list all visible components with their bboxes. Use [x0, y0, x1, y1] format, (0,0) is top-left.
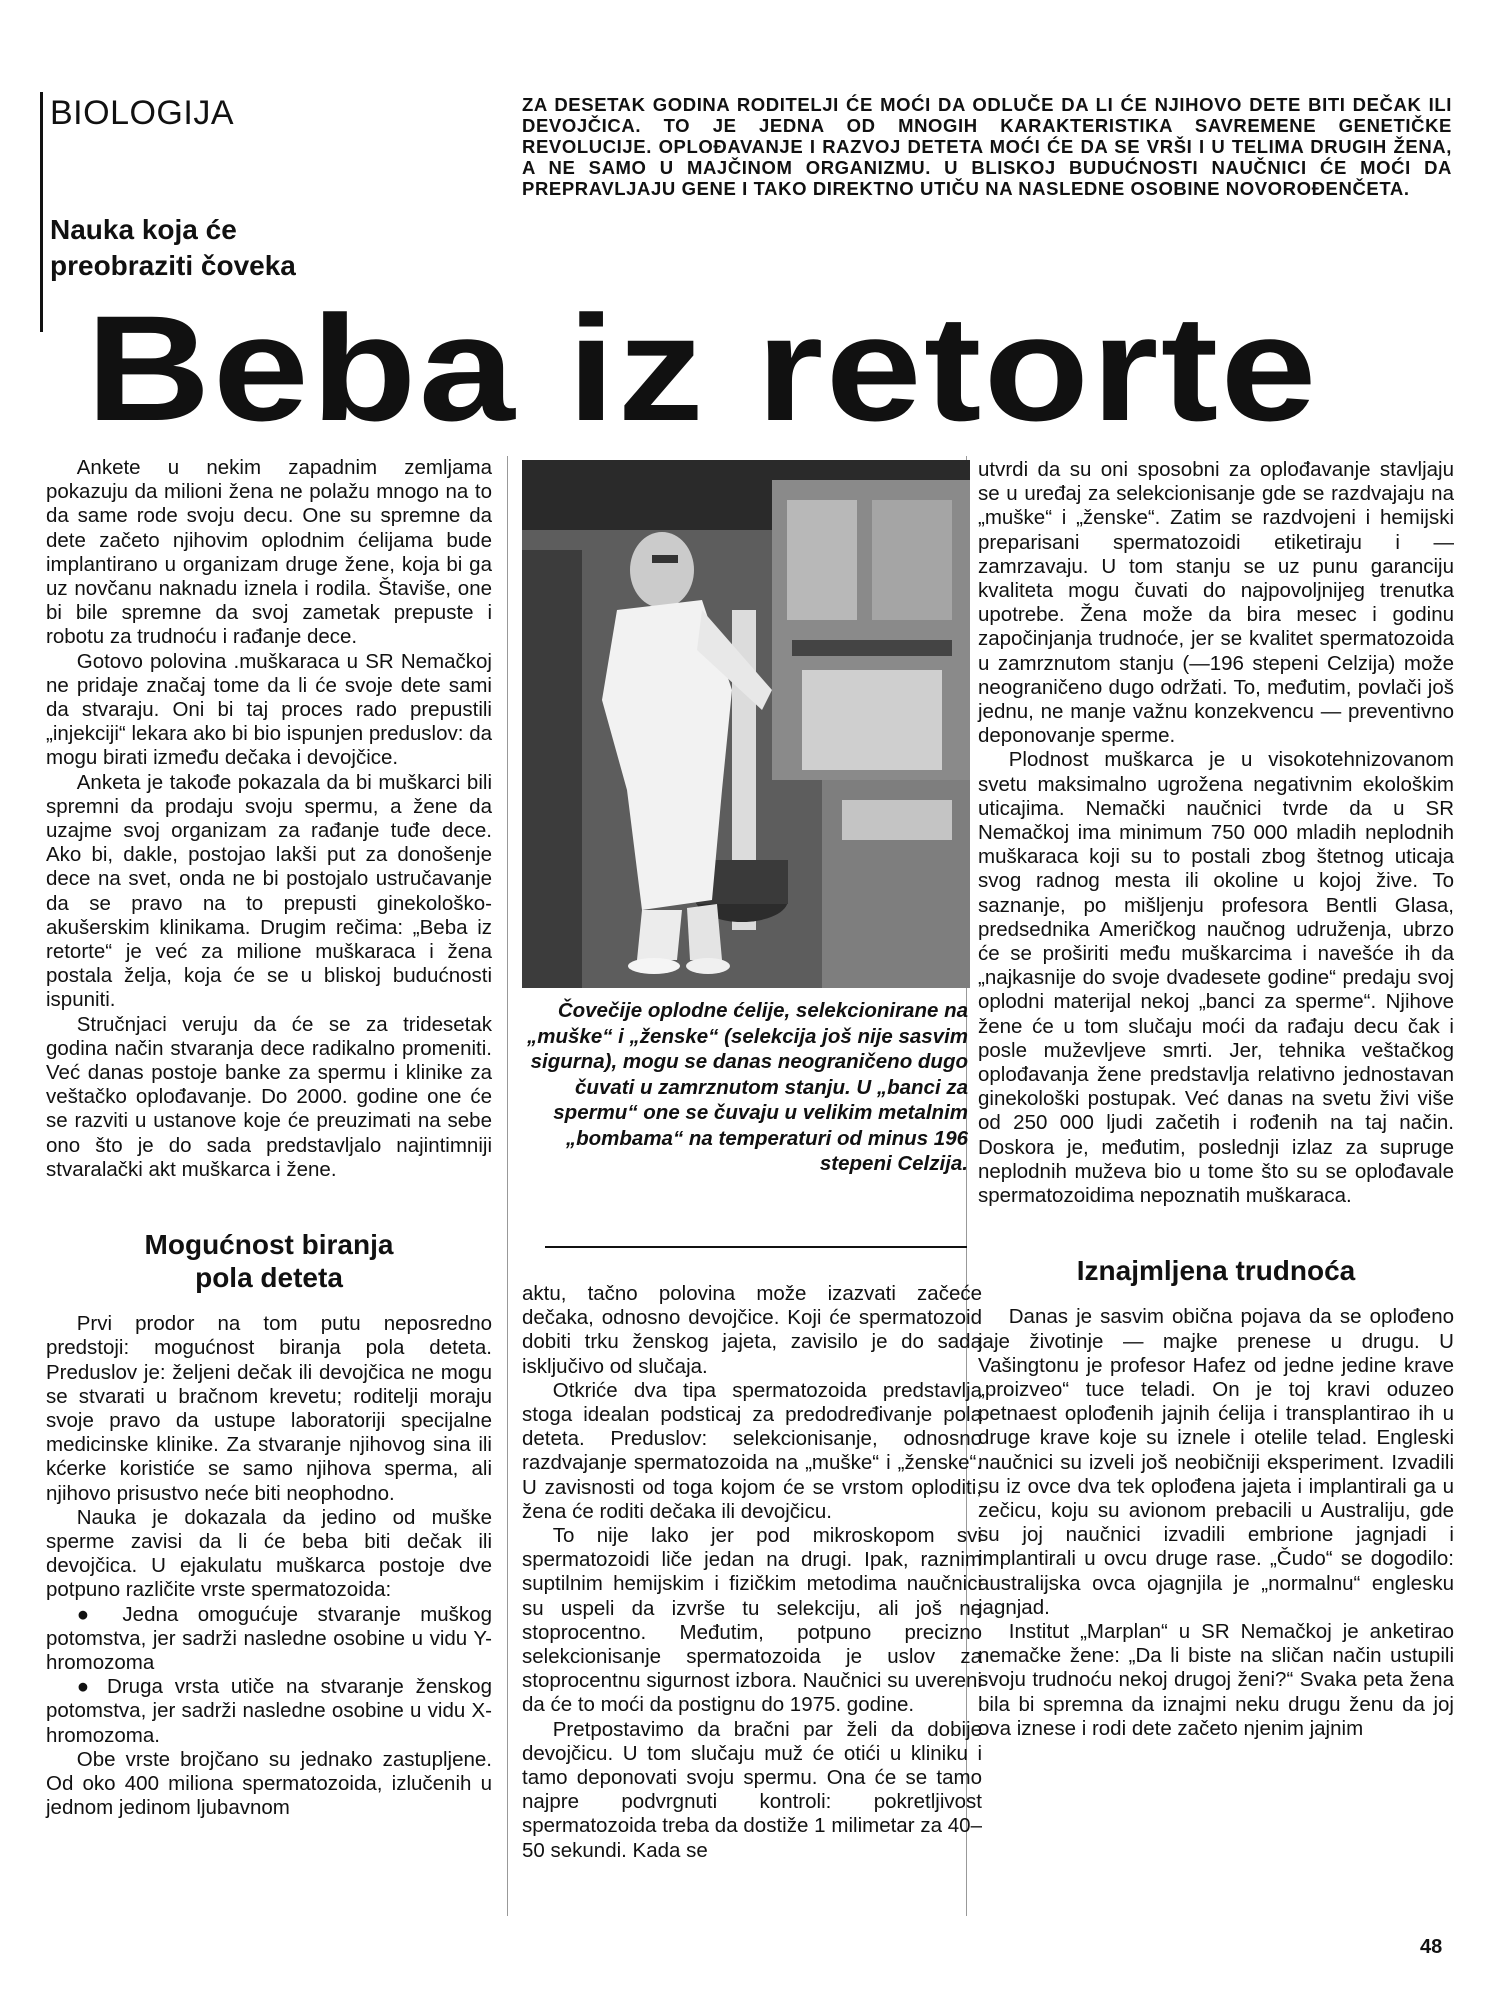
caption-rule [545, 1246, 967, 1248]
photo-caption: Čovečije oplodne ćelije, selekcionirane na „muške“ i „ženske“ (selekcija još nije sasvim sigurna), mogu se danas neograničeno dugo čuvati u zamrznutom stanju. U „banci za spermu“ one se čuvaju u velikim metalnim „bombama“ na temperaturi od minus 196 stepeni Celzija. [527, 999, 968, 1175]
page-number: 48 [1420, 1936, 1443, 1958]
intro-deck: ZA DESETAK GODINA RODITELJI ĆE MOĆI DA ODLUČE DA LI ĆE NJIHOVO DETE BITI DEČAK ILI DEVOJČICA. TO JE JEDNA OD MNOGIH KARAKTERISTIKA SAVREMENE GENETIČKE REVOLUCIJE. OPLOĐAVANJE I RAZVOJ DETETA MOĆI ĆE DA SE VRŠI I U TELIMA DRUGIH ŽENA, A NE SAMO U MAJČINOM ORGANIZMU. U BLISKOJ BUDUĆNOSTI NAUČNICI ĆE MOĆI DA PREPRAVLJAJU GENE I TAKO DIREKTNO UTIČU NA NASLEDNE OSOBINE NOVOROĐENČETA. [522, 94, 1452, 199]
lab-photo [522, 460, 970, 988]
section-label: BIOLOGIJA [50, 94, 234, 132]
kicker [50, 212, 296, 284]
article-column-1 [46, 456, 492, 1820]
article-column-3 [978, 458, 1454, 1741]
paragraph: Stručnjaci veruju da će se za tridesetak godina način stvaranja dece radikalno promeniti. Već danas postoje banke za spermu i klinike za veštačko oplođavanje. Do 2000. godine one će se razviti u ustanove koje će preuzimati na sebe ono što je do sada predstavljalo najintimniji stvaralački akt muškarca i žene. [46, 1012, 492, 1181]
paragraph: Otkriće dva tipa spermatozoida predstavlja stoga idealan podsticaj za predodređivanje pola deteta. Preduslov: selekcionisanje, odnosno razdvajanje spermatozoida na „muške“ i „ženske“. U zavisnosti od toga kojom će se vrstom oploditi, žena će roditi dečaka ili devojčicu. [522, 1378, 982, 1523]
paragraph: Institut „Marplan“ u SR Nemačkoj je anketirao nemačke žene: „Da li biste na sličan način ustupili svoju trudnoću nekoj drugoj ženi?“ Svaka peta žena bila bi spremna da iznajmi neku drugu ženu da joj ova iznese i rodi dete začeto njenim jajnim [978, 1619, 1454, 1740]
paragraph: To nije lako jer pod mikroskopom svi spermatozoidi liče jedan na drugi. Ipak, raznim suptilnim hemijskim i fizičkim metodima naučnici su uspeli da izvrše tu selekciju, ali još ne stoprocentno. Međutim, potpuno precizno selekcionisanje spermatozoida je uslov za stoprocentnu sigurnost izbora. Naučnici su uvereni da će to moći da postignu do 1975. godine. [522, 1524, 982, 1717]
subheading: Iznajmljena trudnoća [1076, 1255, 1356, 1287]
paragraph: aktu, tačno polovina može izazvati začeće dečaka, odnosno devojčice. Koji će spermatozoid dobiti trku ženskog jajeta, zavisilo je do sada isključivo od slučaja. [522, 1282, 982, 1378]
paragraph: Plodnost muškarca je u visokotehnizovanom svetu maksimalno ugrožena negativnim ekološkim uticajima. Nemački naučnici tvrde da u SR Nemačkoj ima minimum 750 000 mladih neplodnih muškaraca koji su to postali zbog štetnog uticaja svog radnog mesta ili okoline u kojoj žive. To saznanje, po mišljenju profesora Bentli Glasa, predsednika Američkog naučnog udruženja, ubrzo će se proširiti među muškarcima i navešće ih da „najkasnije do svoje dvadesete godine“ predaju svoj oplodni materijal nekoj „banci za sperme“. Njihove žene će u tom slučaju moći da rađaju decu čak i posle muževljeve smrti. Jer, tehnika veštačkog oplođavanja žene predstavlja relativno jednostavan ginekološki postupak. Već danas na svetu živi više od 250 000 ljudi začetih i rođenih na taj način. Doskora je, međutim, poslednji izlaz za supruge neplodnih muževa bio u tome što su se oplođavale spermatozoidima nepoznatih muškaraca. [978, 748, 1454, 1208]
headline: Beba iz retorte [86, 284, 1319, 452]
kicker-line-1: Nauka koja će [50, 214, 237, 245]
lab-photo-illustration [522, 460, 970, 988]
paragraph: Prvi prodor na tom putu neposredno predstoji: mogućnost biranja pola deteta. Preduslov je: željeni dečak ili devojčica ne mogu se stvarati u bračnom krevetu; roditelji moraju svoje pravo da ustupe laboratoriji specijalne medicinske klinike. Za stvaranje njihovog sina ili kćerke koristiće se samo njihova sperma, ali njihovo prisustvo neće biti neophodno. [46, 1312, 492, 1505]
subheading-line-2: pola deteta [195, 1262, 343, 1294]
paragraph: Pretpostavimo da bračni par želi da dobije devojčicu. U tom slučaju muž će otići u kliniku i tamo deponovati svoju spermu. Ona će se tamo najpre podvrgnuti kontroli: pokretljivost spermatozoida treba da dostiže 1 milimetar za 40–50 sekundi. Kada se [522, 1717, 982, 1862]
subheading [46, 1228, 492, 1294]
paragraph: Danas je sasvim obična pojava da se oplođeno jaje životinje — majke prenese u drugu. U Vašingtonu je profesor Hafez od jedne jedine krave „proizveo“ tuce teladi. On je toj kravi oduzeo petnaest oplođenih jajnih ćelija i transplantirao ih u druge krave koje su iznele i otelile telad. Engleski naučnici su izveli još neobičniji eksperiment. Izvadili su iz ovce dva tek oplođena jajeta i implantirali ga u zečicu, koju su avionom prebacili u Australiju, gde su joj naučnici izvadili embrione jagnjadi i implantirali u ovcu druge rase. „Čudo“ se dogodilo: australijska ovca ojagnjila je „normalnu“ englesku jagnjad. [978, 1305, 1454, 1619]
paragraph: Ankete u nekim zapadnim zemljama pokazuju da milioni žena ne polažu mnogo na to da same rode svoju decu. One su spremne da dete začeto njihovim oplodnim ćelijama bude implantirano u organizam druge žene, koja bi ga uz novčanu naknadu iznela i rodila. Štaviše, one bi bile spremne da svoj zametak prepuste i robotu za trudnoću i rađanje dece. [46, 456, 492, 649]
paragraph: Anketa je takođe pokazala da bi muškarci bili spremni da prodaju svoju spermu, a žene da uzajme svoj organizam za rađanje tuđe dece. Ako bi, dakle, postojao lakši put za donošenje dece na svet, onda ne bi postojalo ustručavanje da se pravo na to prepusti ginekološko-akušerskim klinikama. Drugim rečima: „Beba iz retorte“ je već za milione muškaraca i žena postala želja, koja će se u bliskoj budućnosti ispuniti. [46, 770, 492, 1012]
kicker-line-2: preobraziti čoveka [50, 250, 296, 281]
bullet-paragraph: ● Jedna omogućuje stvaranje muškog potomstva, jer sadrži nasledne osobine u vidu Y-hromozoma [46, 1602, 492, 1674]
section-divider [40, 92, 43, 332]
article-column-2 [522, 1282, 982, 1863]
bullet-paragraph: ● Druga vrsta utiče na stvaranje ženskog potomstva, jer sadrži nasledne osobine u vidu X-hromozoma. [46, 1675, 492, 1747]
paragraph: utvrdi da su oni sposobni za oplođavanje stavljaju se u uređaj za selekcionisanje gde se razdvajaju na „muške“ i „ženske“. Zatim se razdvojeni i hemijski preparisani spermatozoidi etiketiraju i — zamrzavaju. U tom stanju se uz punu garanciju kvaliteta mogu čuvati do najpovoljnijeg trenutka upotrebe. Žena može da bira mesec i godinu započinjanja trudnoće, jer se kvalitet spermatozoida u zamrznutom stanju (—196 stepeni Celzija) može neograničeno dugo održati. To, međutim, povlači još jednu, ne manje važnu konzekvencu — preventivno deponovanje sperme. [978, 458, 1454, 748]
column-rule [507, 456, 508, 1916]
subheading-line-1: Mogućnost biranja [144, 1229, 394, 1261]
paragraph: Nauka je dokazala da jedino od muške sperme zavisi da li će beba biti dečak ili devojčica. U ejakulatu muškarca postoje dve potpuno različite vrste spermatozoida: [46, 1505, 492, 1602]
paragraph: Gotovo polovina .muškaraca u SR Nemačkoj ne pridaje značaj tome da li će svoje dete sami da stvaraju. Oni bi taj proces rado prepustili „injekciji“ lekara ako bi bio ispunjen preduslov: da mogu birati između dečaka i devojčice. [46, 649, 492, 770]
paragraph: Obe vrste brojčano su jednako zastupljene. Od oko 400 miliona spermatozoida, izlučenih u jednom jedinom ljubavnom [46, 1747, 492, 1820]
